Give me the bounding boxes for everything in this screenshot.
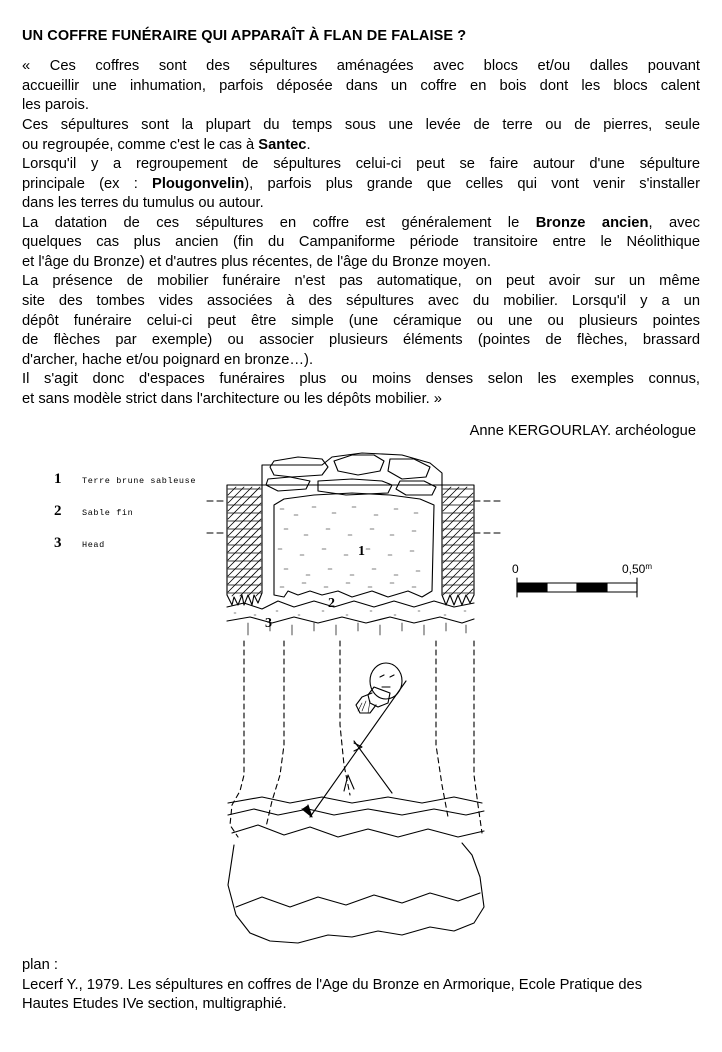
- legend-number-3: 3: [54, 535, 62, 552]
- term-plougonvelin: Plougonvelin: [152, 175, 245, 192]
- paragraph-2-line-2: ou regroupée, comme c'est le cas à Santec.: [22, 136, 311, 153]
- term-bronze-ancien: Bronze ancien: [535, 214, 649, 231]
- paragraph-4-line-2: quelques cas plus ancien (fin du Campaniforme période transitoire entre le Néolithique: [22, 234, 700, 251]
- caption-line-2: Hautes Etudes IVe section, multigraphié.: [22, 996, 287, 1013]
- scale-label-right: 0,50$^m$: [622, 562, 653, 577]
- paragraph-1-line-1: « Ces coffres sont des sépultures aménagées avec blocs et/ou dalles pouvant: [22, 58, 700, 75]
- paragraph-5-line-4: de flèches par exemple) ou associer plusieurs éléments (pointes de flèches, brassard: [22, 332, 700, 349]
- callout-3: 3: [265, 616, 272, 632]
- paragraph-3-line-1: Lorsqu'il y a regroupement de sépultures celui-ci peut se faire autour d'une sépulture: [22, 156, 700, 173]
- term-santec: Santec: [258, 136, 307, 153]
- document-page: [0, 28, 722, 1052]
- paragraph-4: [22, 214, 700, 273]
- paragraph-1-line-2: accueillir une inhumation, parfois déposée dans un coffre en bois dont les blocs calent: [22, 77, 700, 94]
- caption-line-1: Lecerf Y., 1979. Les sépultures en coffres de l'Age du Bronze en Armorique, Ecole Pratique des: [22, 976, 643, 993]
- paragraph-2-line-1: Ces sépultures sont la plupart du temps sous une levée de terre ou de pierres, seule: [22, 117, 700, 134]
- page-title: UN COFFRE FUNÉRAIRE QUI APPARAÎT À FLAN DE FALAISE ?: [22, 28, 467, 44]
- author-credit: Anne KERGOURLAY. archéologue: [469, 423, 696, 440]
- paragraph-1: [22, 57, 700, 116]
- paragraph-3-line-2: principale (ex : Plougonvelin), parfois plus grande que celles qui vont venir s'installer: [22, 175, 700, 192]
- paragraph-4-line-1: La datation de ces sépultures en coffre est généralement le Bronze ancien, avec: [22, 214, 701, 231]
- legend-text-2: Sable fin: [82, 508, 134, 519]
- paragraph-5-line-5: d'archer, hache et/ou poignard en bronze…).: [22, 351, 314, 368]
- legend-number-1: 1: [54, 471, 62, 488]
- callout-1: 1: [358, 544, 365, 560]
- figure-archaeological-plan: [22, 445, 722, 950]
- paragraph-4-line-3: et l'âge du Bronze) et d'autres plus récentes, de l'âge du Bronze moyen.: [22, 253, 491, 270]
- paragraph-3-line-3: dans les terres du tumulus ou autour.: [22, 195, 264, 212]
- paragraph-6-line-1: Il s'agit donc d'espaces funéraires plus ou moins denses selon les exemples connus,: [22, 371, 700, 388]
- paragraph-3: [22, 155, 700, 214]
- figure-caption: [22, 956, 700, 1015]
- paragraph-5-line-3: dépôt funéraire celui-ci peut être simple (une céramique ou une ou plusieurs pointes: [22, 312, 700, 329]
- paragraph-2: [22, 116, 700, 155]
- legend-text-3: Head: [82, 540, 105, 551]
- paragraph-5-line-1: La présence de mobilier funéraire n'est pas automatique, on peut avoir sur un même: [22, 273, 700, 290]
- callout-2: 2: [328, 596, 335, 612]
- scale-label-left: 0: [512, 562, 519, 577]
- article-body: [22, 57, 700, 409]
- paragraph-1-line-3: les parois.: [22, 97, 89, 114]
- caption-label: plan :: [22, 957, 58, 974]
- paragraph-6-line-2: et sans modèle strict dans l'architecture ou les dépôts mobilier. »: [22, 390, 442, 407]
- paragraph-6: [22, 370, 700, 409]
- paragraph-5: [22, 272, 700, 370]
- paragraph-5-line-2: site des tombes vides associées à des sépultures avec du mobilier. Lorsqu'il y a un: [22, 292, 700, 309]
- legend-text-1: Terre brune sableuse: [82, 476, 197, 487]
- legend-number-2: 2: [54, 503, 62, 520]
